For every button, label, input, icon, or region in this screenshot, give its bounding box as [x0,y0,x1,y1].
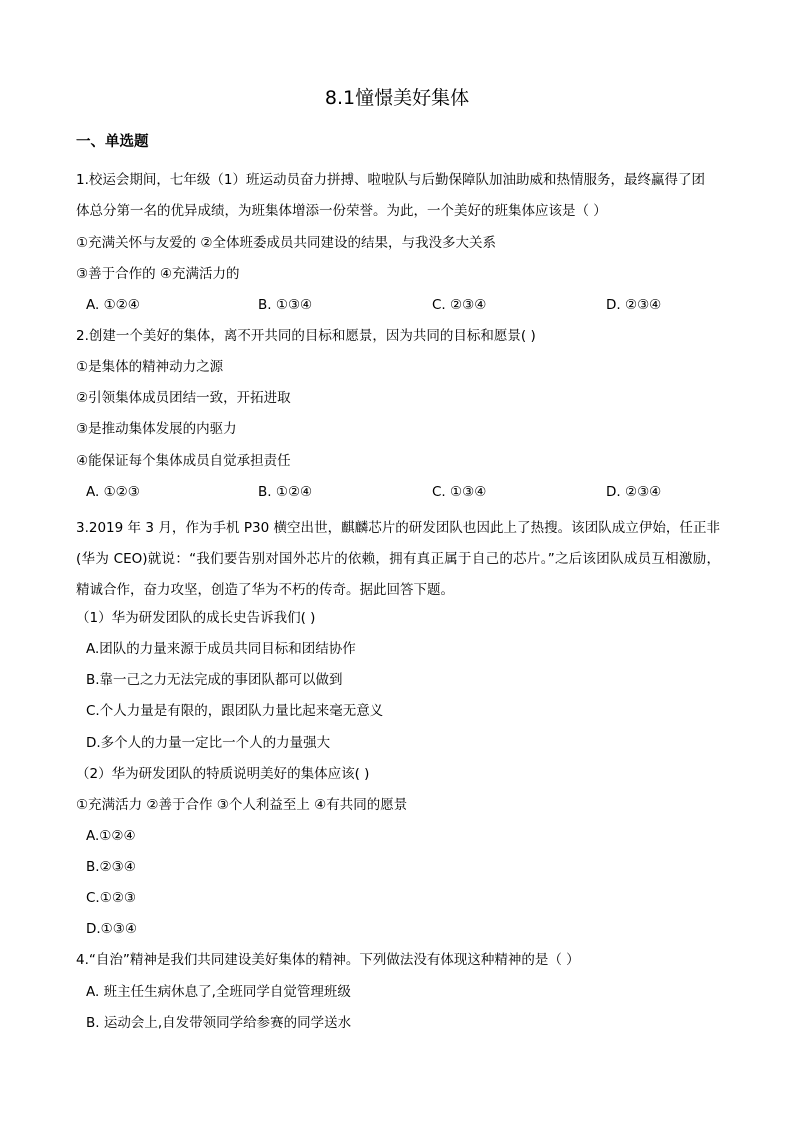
q2-option-a[interactable]: A. ①②③ [86,484,140,500]
q3-sub1-option-b[interactable]: B.靠一己之力无法完成的事团队都可以做到 [86,672,343,688]
q4-stem: 4.“自治”精神是我们共同建设美好集体的精神。下列做法没有体现这种精神的是（ ） [76,952,580,968]
q1-item-line-1: ①充满关怀与友爱的 ②全体班委成员共同建设的结果，与我没多大关系 [76,235,496,251]
q3-sub2-option-c[interactable]: C.①②③ [86,890,137,906]
q2-option-c[interactable]: C. ①③④ [432,484,487,500]
q3-sub2-stem: （2）华为研发团队的特质说明美好的集体应该( ) [76,766,370,782]
section-heading: 一、单选题 [76,134,149,150]
q3-sub1-option-d[interactable]: D.多个人的力量一定比一个人的力量强大 [86,735,331,751]
q4-option-b[interactable]: B. 运动会上,自发带领同学给参赛的同学送水 [86,1015,352,1031]
q2-item-1: ①是集体的精神动力之源 [76,359,224,375]
q1-option-d[interactable]: D. ②③④ [606,297,662,313]
q2-item-4: ④能保证每个集体成员自觉承担责任 [76,453,291,469]
q1-item-line-2: ③善于合作的 ④充满活力的 [76,266,240,282]
q3-sub1-stem: （1）华为研发团队的成长史告诉我们( ) [76,610,316,626]
q4-option-a[interactable]: A. 班主任生病休息了,全班同学自觉管理班级 [86,984,351,1000]
q3-sub1-option-a[interactable]: A.团队的力量来源于成员共同目标和团结协作 [86,641,356,657]
q3-stem: 3.2019 年 3 月，作为手机 P30 横空出世，麒麟芯片的研发团队也因此上了热搜。该团队成立伊始，任正非(华为 CEO)就说：“我们要告别对国外芯片的依赖，拥有真正属于自己的芯片。”之后该团队成员互相激励，精诚合作，奋力攻坚，创造了华为不朽的传奇。据此回答下题。 [76,520,720,598]
q1-option-c[interactable]: C. ②③④ [432,297,487,313]
q1-option-a[interactable]: A. ①②④ [86,297,140,313]
q3-sub2-option-b[interactable]: B.②③④ [86,859,136,875]
q1-option-b[interactable]: B. ①③④ [258,297,313,313]
q3-sub1-option-c[interactable]: C.个人力量是有限的，跟团队力量比起来毫无意义 [86,703,384,719]
q2-item-3: ③是推动集体发展的内驱力 [76,421,237,437]
q2-stem: 2.创建一个美好的集体，离不开共同的目标和愿景，因为共同的目标和愿景( ) [76,328,536,344]
q3-sub2-option-a[interactable]: A.①②④ [86,828,136,844]
q1-stem-line-2: 体总分第一名的优异成绩，为班集体增添一份荣誉。为此，一个美好的班集体应该是（ ） [76,203,607,219]
q1-stem-line-1: 1.校运会期间，七年级（1）班运动员奋力拼搏、啦啦队与后勤保障队加油助威和热情服务，最终赢得了团 [76,172,705,188]
page-title: 8.1憧憬美好集体 [324,87,470,109]
q2-option-d[interactable]: D. ②③④ [606,484,662,500]
q3-sub2-items: ①充满活力 ②善于合作 ③个人利益至上 ④有共同的愿景 [76,797,408,813]
q3-sub2-option-d[interactable]: D.①③④ [86,921,137,937]
q2-item-2: ②引领集体成员团结一致，开拓进取 [76,390,291,406]
q2-option-b[interactable]: B. ①②④ [258,484,313,500]
